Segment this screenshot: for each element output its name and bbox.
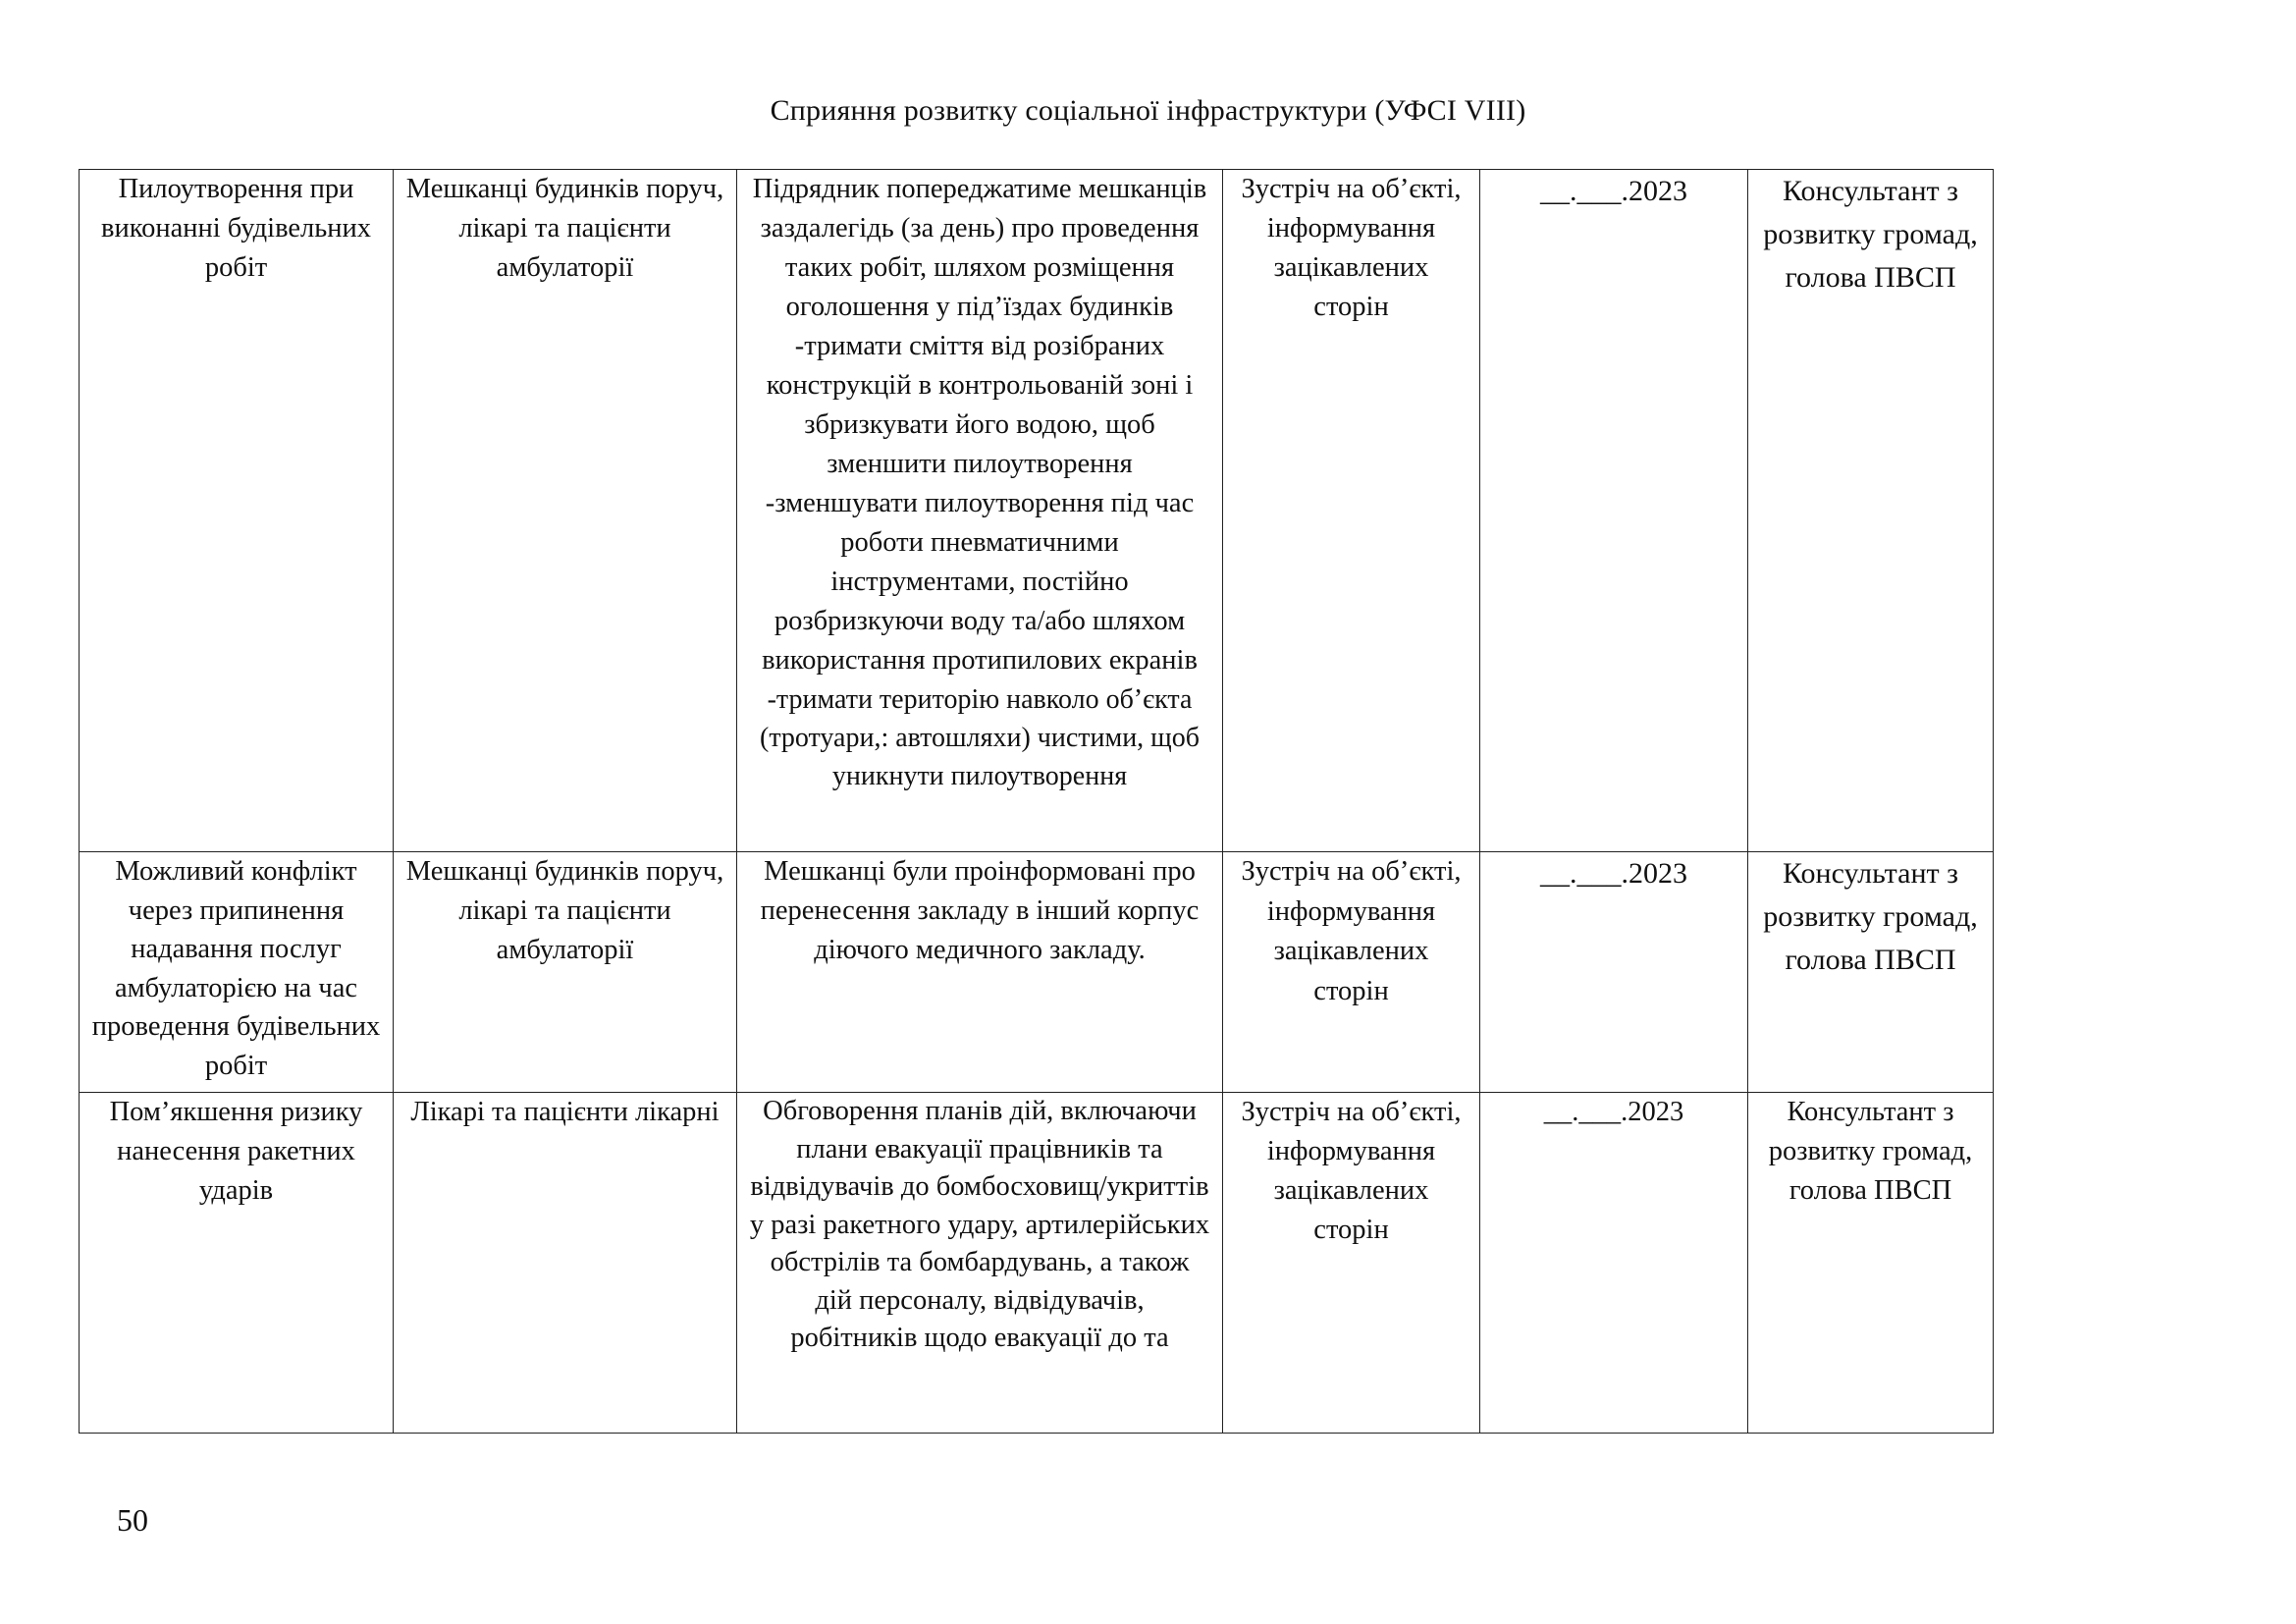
measures-cell xyxy=(737,852,1223,1093)
measure-item: Мешканці були проінформовані про перенесення закладу в інший корпус діючого медичного закладу. xyxy=(760,856,1200,965)
table-row xyxy=(80,170,1994,852)
date-cell: __.___.2023 xyxy=(1480,170,1748,852)
page-number: 50 xyxy=(117,1502,148,1538)
mitigation-table xyxy=(79,169,1994,1434)
risk-cell: Можливий конфлікт через припинення надавання послуг амбулаторією на час проведення будівельних робіт xyxy=(80,852,394,1093)
date-cell: __.___.2023 xyxy=(1480,1093,1748,1434)
measures-cell xyxy=(737,1093,1223,1434)
page-title: Сприяння розвитку соціальної інфраструктури (УФСІ VIII) xyxy=(770,94,1526,127)
table-row xyxy=(80,852,1994,1093)
table-row xyxy=(80,1093,1994,1434)
measure-item: -тримати територію навколо об’єкта (тротуари,: автошляхи) чистими, щоб уникнути пилоутворення xyxy=(760,684,1200,791)
measure-item: Обговорення планів дій, включаючи плани евакуації працівників та відвідувачів до бомбосховищ/укриттів у разі ракетного удару, артилерійських обстрілів та бомбардувань, а також дій персоналу, відвідувачів, робітників щодо евакуації до та xyxy=(749,1096,1210,1353)
date-cell: __.___.2023 xyxy=(1480,852,1748,1093)
stakeholders-cell: Мешканці будинків поруч, лікарі та пацієнти амбулаторії xyxy=(394,170,737,852)
measure-item: Підрядник попереджатиме мешканців заздалегідь (за день) про проведення таких робіт, шляхом розміщення оголошення у під’їздах будинків xyxy=(752,174,1207,322)
responsible-cell: Консультант з розвитку громад, голова ПВСП xyxy=(1748,1093,1994,1434)
stakeholders-cell: Лікарі та пацієнти лікарні xyxy=(394,1093,737,1434)
risk-cell: Пилоутворення при виконанні будівельних робіт xyxy=(80,170,394,852)
measures-cell xyxy=(737,170,1223,852)
responsible-cell: Консультант з розвитку громад, голова ПВСП xyxy=(1748,170,1994,852)
risk-cell: Пом’якшення ризику нанесення ракетних ударів xyxy=(80,1093,394,1434)
stakeholders-cell: Мешканці будинків поруч, лікарі та пацієнти амбулаторії xyxy=(394,852,737,1093)
responsible-cell: Консультант з розвитку громад, голова ПВСП xyxy=(1748,852,1994,1093)
method-cell: Зустріч на об’єкті, інформування зацікавлених сторін xyxy=(1223,170,1480,852)
measure-item: -тримати сміття від розібраних конструкцій в контрольованій зоні і збризкувати його водою, щоб зменшити пилоутворення xyxy=(766,331,1194,479)
method-cell: Зустріч на об’єкті, інформування зацікавлених сторін xyxy=(1223,852,1480,1093)
method-cell: Зустріч на об’єкті, інформування зацікавлених сторін xyxy=(1223,1093,1480,1434)
measure-item: -зменшувати пилоутворення під час роботи пневматичними інструментами, постійно розбризкуючи воду та/або шляхом використання протипилових екранів xyxy=(762,488,1198,676)
